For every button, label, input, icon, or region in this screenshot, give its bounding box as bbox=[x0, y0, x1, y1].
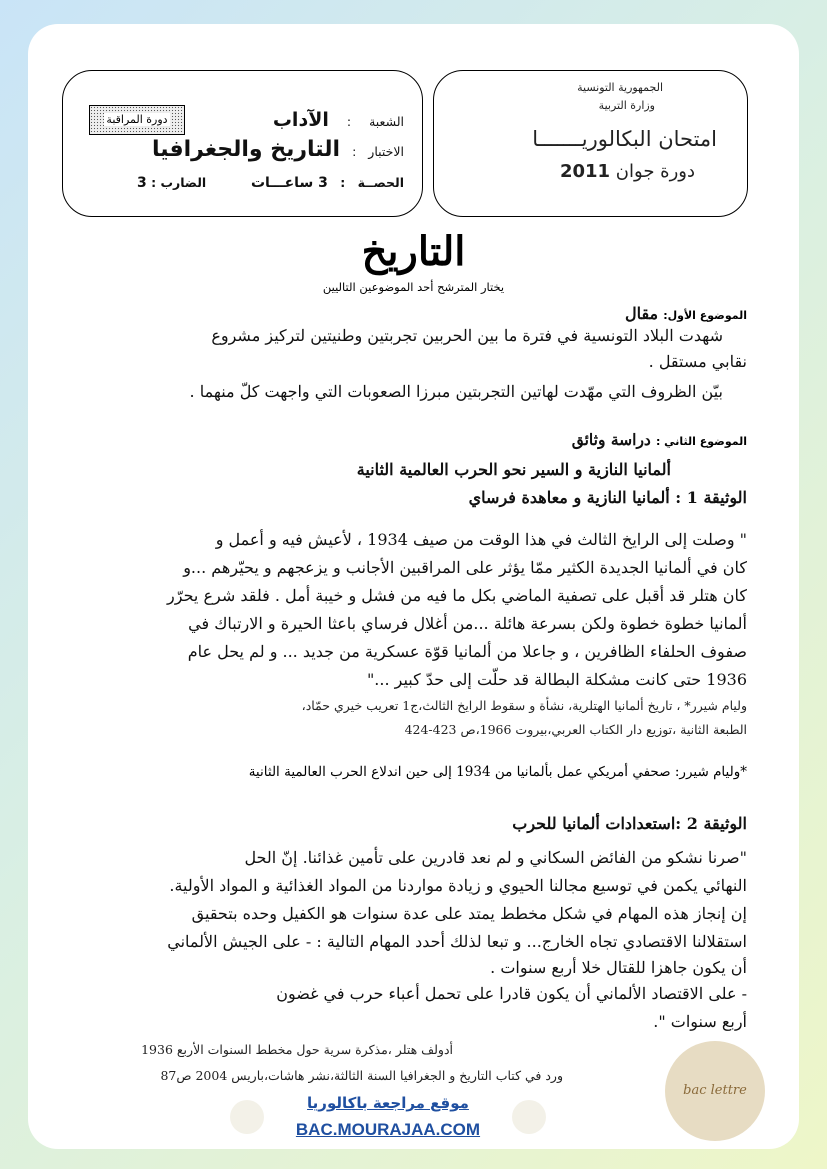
doc2-line: أربع سنوات ". bbox=[653, 1012, 747, 1031]
session-stamp bbox=[89, 105, 185, 135]
instruction-text: يختار المترشح أحد الموضوعين التاليين bbox=[322, 280, 505, 294]
topic1-line3: بيّن الظروف التي مهّدت لهاتين التجربتين مبرزا الصعوبات التي واجهت كلّ منهما . bbox=[189, 382, 723, 401]
session-label: دورة جوان bbox=[615, 161, 695, 182]
doc2-line: إن إنجاز هذه المهام في شكل مخطط يمتد على عدة سنوات هو الكفيل وحده بتحقيق bbox=[191, 904, 747, 923]
footer-site-url[interactable]: BAC.MOURAJAA.COM bbox=[295, 1120, 481, 1139]
exam-title: امتحان البكالوريـــــــا bbox=[532, 127, 717, 151]
exam-page bbox=[28, 24, 799, 1149]
doc2-source: ورد في كتاب التاريخ و الجغرافيا السنة الثالثة،نشر هاشات،باريس 2004 ص87 bbox=[160, 1068, 563, 1083]
doc2-source: أدولف هتلر ،مذكرة سرية حول مخطط السنوات الأربع 1936 bbox=[141, 1042, 453, 1057]
branch-label: الشعبة bbox=[369, 114, 404, 129]
topic2-label: الموضوع الثاني : bbox=[655, 435, 747, 448]
topic2-heading bbox=[572, 430, 747, 449]
doc1-line: كان هتلر قد أقبل على تصفية الماضي بكل ما فيه من فشل و خيبة أمل . فلقد شرع يحرّر bbox=[167, 586, 747, 605]
doc2-line: النهائي يكمن في توسيع مجالنا الحيوي و زيادة مواردنا من المواد الغذائية و المواد الأولية. bbox=[169, 876, 747, 895]
duration-row: الحصــة : 3 ساعـــات الضارب : 3 bbox=[137, 175, 404, 191]
doc1-line: " وصلت إلى الرايخ الثالث في هذا الوقت من صيف 1934 ، لأعيش فيه و أعمل و bbox=[215, 530, 747, 549]
doc1-title: الوثيقة 1 : ألمانيا النازية و معاهدة فرساي bbox=[468, 488, 747, 507]
topic1-type: مقال bbox=[624, 304, 659, 323]
footer-logo-left bbox=[230, 1100, 264, 1134]
topic1-line1: شهدت البلاد التونسية في فترة ما بين الحربين تجربتين وطنيتين لتركيز مشروع bbox=[211, 326, 723, 345]
topic1-line2: نقابي مستقل . bbox=[648, 352, 747, 371]
footer-logo-right bbox=[512, 1100, 546, 1134]
doc1-source: وليام شيرر* ، تاريخ ألمانيا الهتلرية، نشأة و سقوط الرايخ الثالث،ج1 تعريب خيري حمّاد، bbox=[301, 698, 747, 713]
doc2-line: - على الاقتصاد الألماني أن يكون قادرا على تحمل أعباء حرب في غضون bbox=[276, 984, 747, 1003]
subject-label: الاختبار bbox=[368, 144, 404, 159]
topic1-label: الموضوع الأول: bbox=[663, 309, 747, 322]
doc1-source: الطبعة الثانية ،توزيع دار الكتاب العربي،بيروت 1966،ص 423-424 bbox=[404, 722, 747, 737]
subject-row: الاختبار : التاريخ والجغرافيا bbox=[151, 137, 404, 162]
doc1-line: كان في ألمانيا الجديدة الكثير ممّا يؤثر على المراقبين الأجانب و يزعجهم و يحيّرهم ...و bbox=[183, 558, 747, 577]
header-ministry-box bbox=[433, 70, 748, 217]
stamp-text: دورة المراقبة bbox=[106, 113, 168, 126]
doc1-line: صفوف الحلفاء الظافرين ، و جاعلا من ألمانيا قوّة عسكرية من جديد ... و لم يحل عام bbox=[187, 642, 747, 661]
footer-site-arabic[interactable]: موقع مراجعة باكالوريا bbox=[307, 1094, 469, 1112]
branch-value: الآداب bbox=[272, 109, 329, 131]
bac-lettre-logo: bac lettre bbox=[665, 1041, 765, 1141]
doc2-line: "صرنا نشكو من الفائض السكاني و لم نعد قادرين على تأمين غذائنا. إنّ الحل bbox=[244, 848, 747, 867]
doc2-line: استقلالنا الاقتصادي تجاه الخارج... و تبعا لذلك أحدد المهام التالية : - على الجيش الألماني bbox=[167, 932, 747, 951]
doc2-line: أن يكون جاهزا للقتال خلا أربع سنوات . bbox=[490, 958, 747, 977]
doc1-line: 1936 حتى كانت مشكلة البطالة قد حلّت إلى حدّ كبير ..." bbox=[366, 670, 747, 689]
duration-label: الحصــة bbox=[357, 175, 404, 190]
doc1-line: ألمانيا خطوة خطوة ولكن بسرعة هائلة ...من أغلال فرساي باعثا الحيرة و الارتباك في bbox=[188, 614, 747, 633]
doc1-note: *وليام شيرر: صحفي أمريكي عمل بألمانيا من 1934 إلى حين اندلاع الحرب العالمية الثانية bbox=[248, 764, 747, 780]
coef-label: الضارب bbox=[160, 175, 207, 190]
subject-value: التاريخ والجغرافيا bbox=[151, 137, 341, 162]
topic2-type: دراسة وثائق bbox=[571, 430, 651, 449]
coef-value: 3 bbox=[137, 175, 147, 191]
header-subject-box bbox=[62, 70, 423, 217]
doc2-title: الوثيقة 2 :استعدادات ألمانيا للحرب bbox=[512, 814, 747, 833]
republic-label: الجمهورية التونسية bbox=[577, 81, 663, 94]
exam-session bbox=[560, 161, 695, 182]
topic1-heading bbox=[625, 304, 747, 323]
branch-row: الشعبة : الآداب bbox=[272, 109, 404, 131]
session-year: 2011 bbox=[559, 161, 611, 182]
topic2-theme: ألمانيا النازية و السير نحو الحرب العالمية الثانية bbox=[356, 460, 671, 479]
duration-value: 3 ساعـــات bbox=[250, 175, 328, 191]
ministry-label: وزارة التربية bbox=[598, 99, 655, 112]
page-title: التاريخ bbox=[361, 228, 466, 275]
